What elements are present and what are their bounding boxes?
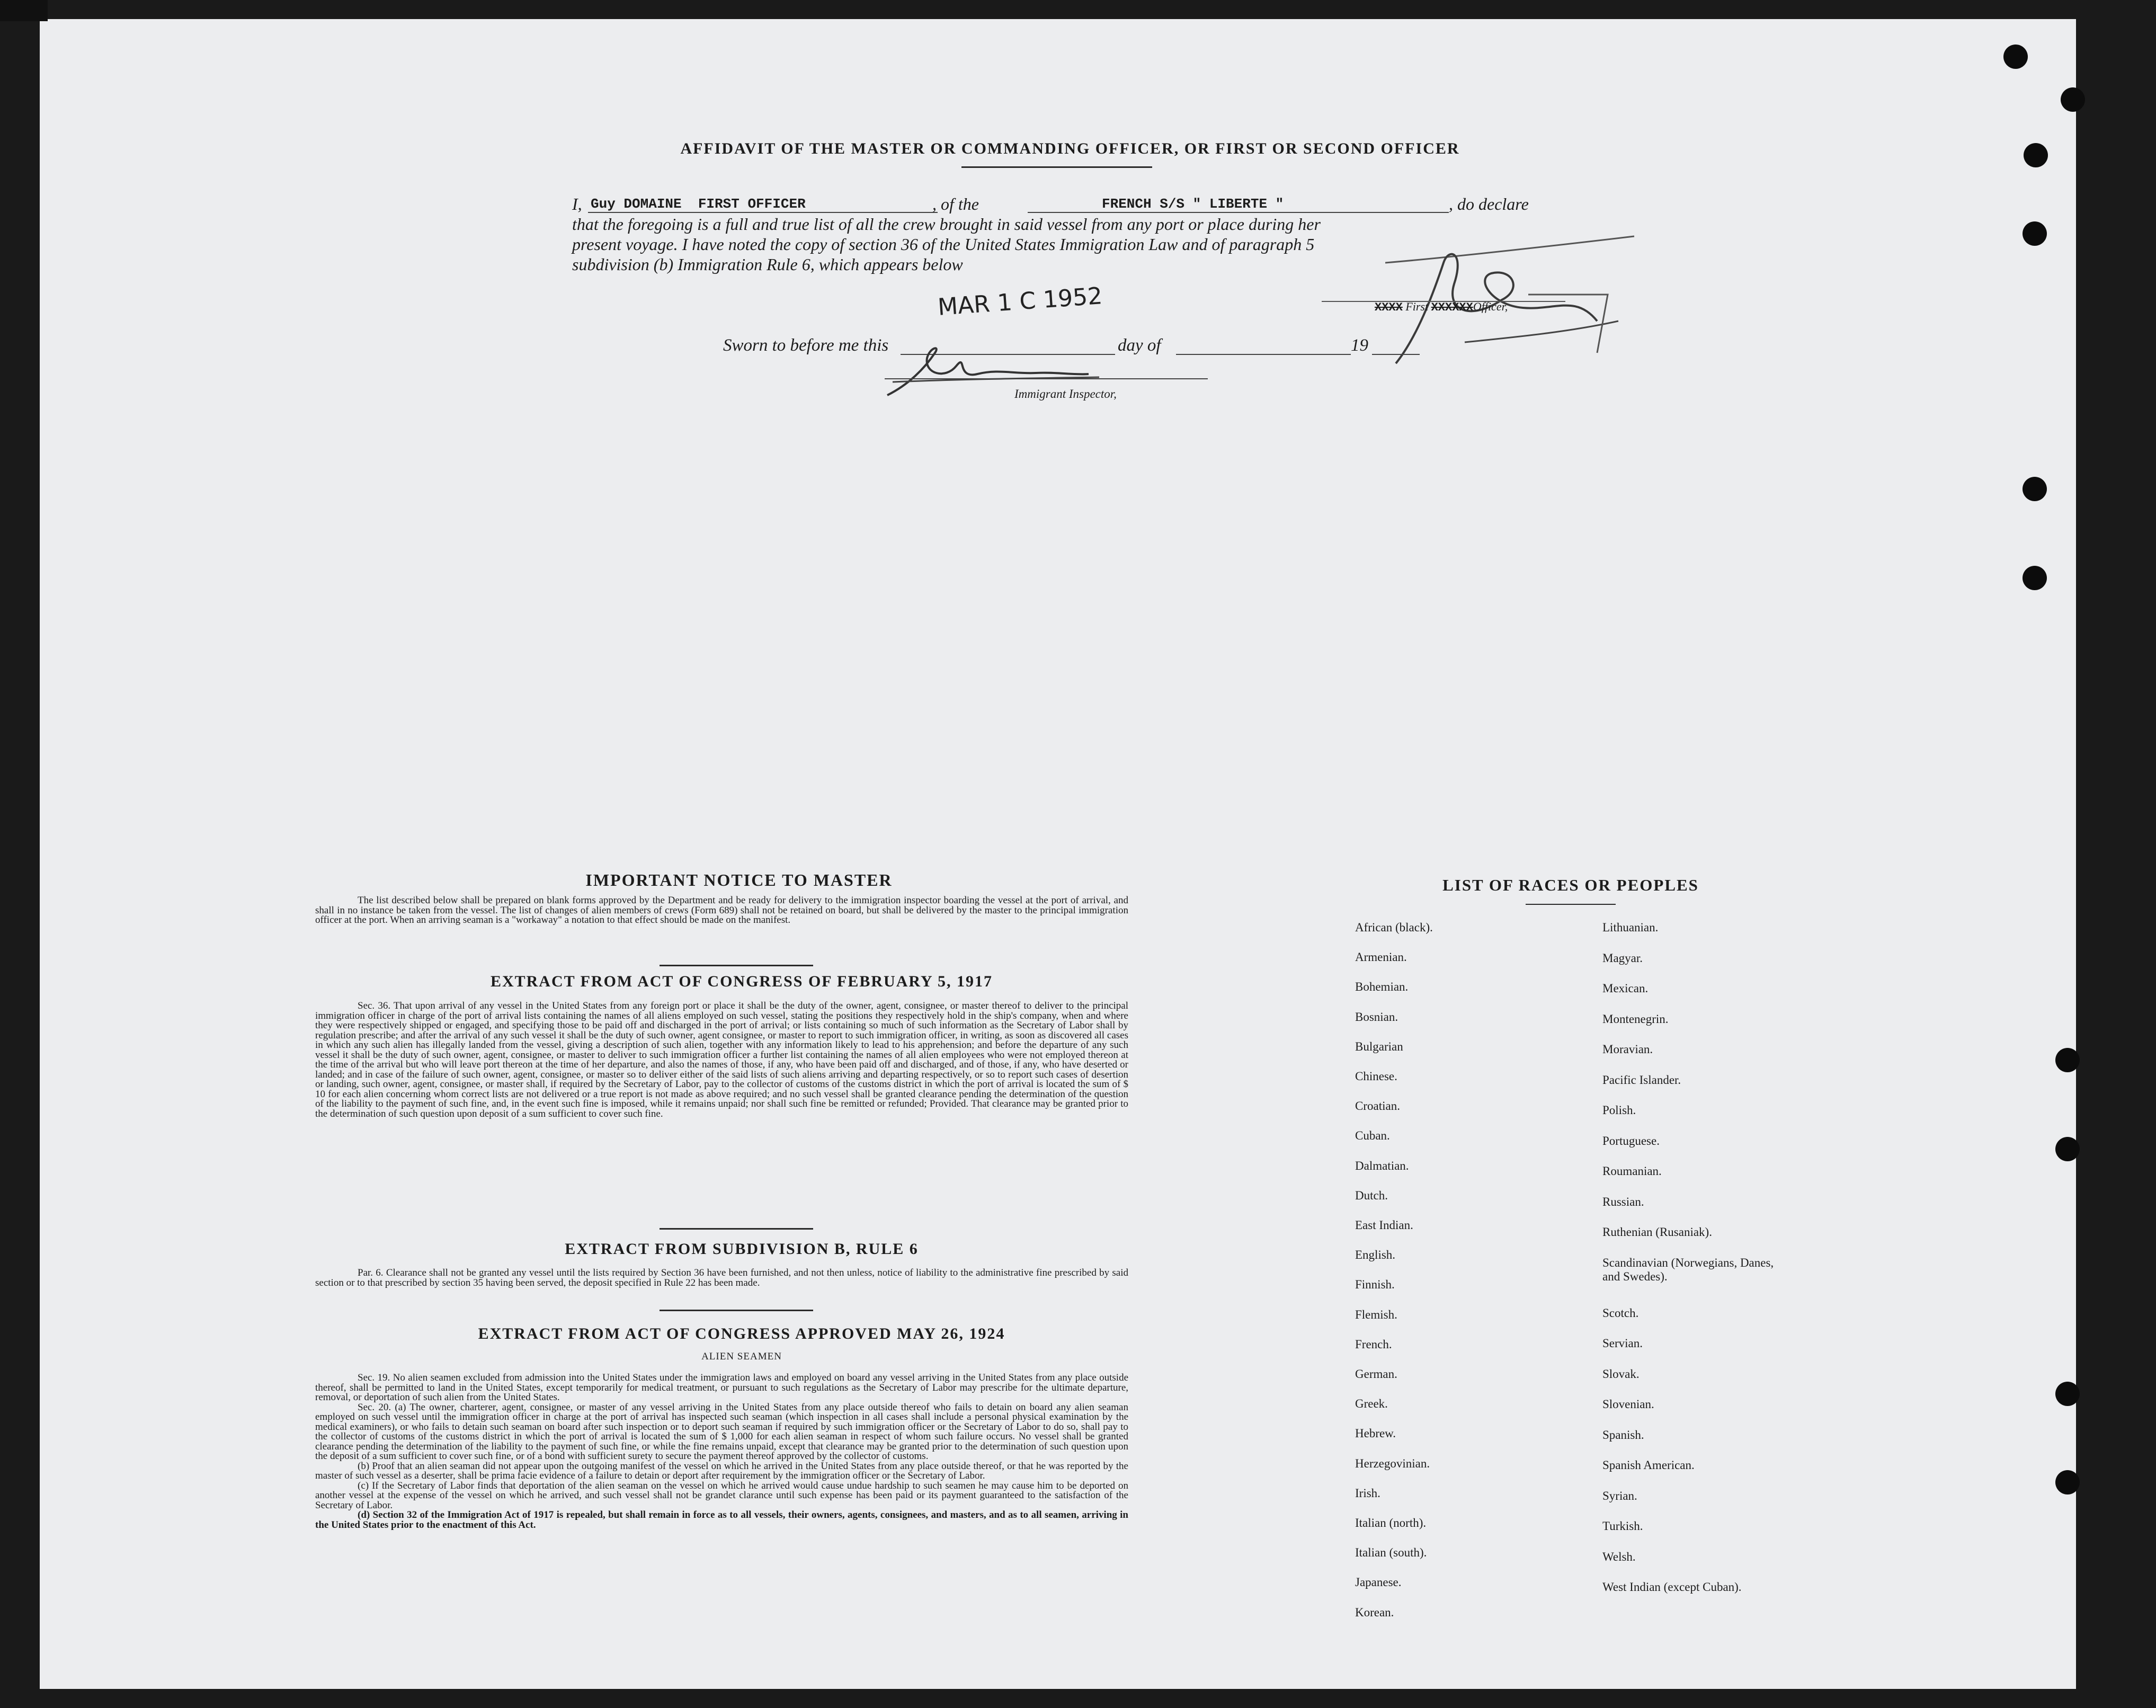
notice-title: IMPORTANT NOTICE TO MASTER <box>585 870 893 889</box>
struck-second: XXXXXX <box>1431 301 1473 314</box>
race-item: Portuguese. <box>1602 1134 1660 1147</box>
binder-hole <box>2055 1048 2080 1072</box>
race-item: Roumanian. <box>1602 1164 1662 1178</box>
binder-hole <box>2023 221 2047 246</box>
race-item: Pacific Islander. <box>1602 1073 1681 1087</box>
race-item: Armenian. <box>1355 950 1407 964</box>
extract3-sec20d: (d) Section 32 of the Immigration Act of 1917 is repealed, but shall remain in force as to all vessels, their owners, agents, consignees, and masters, and as to all seamen, arriving in the United States prior to the enactment of this Act. <box>315 1509 1128 1531</box>
extract3-sec20a: Sec. 20. (a) The owner, charterer, agent, consignee, or master of any vessel arriving in the United States from any place outside thereof who fails to detain on board any alien seaman employed on such vessel until the immigration officer in charge at the port of arrival has inspected such seaman (which inspection in all cases shall include a personal physical examination by the medical examiners), or who fails to detain such seaman on board after such inspection or to deport such seaman if required by such immigration officer or the Secretary of Labor to do so, shall pay to the collector of customs of the customs district in which the port of arrival is located the sum of $ 1,000 for each alien seaman in respect of whom such failure occurs. No vessel shall be granted clearance pending the determination of the liability to the payment of such fine, or while the fine remains unpaid, except that clearance may be granted prior to the determination of such question upon the deposit of a sum sufficient to cover such fine, or of a bond with sufficient surety to secure the payment thereof approved by the collector of customs. <box>315 1401 1128 1462</box>
races-underline <box>1526 904 1616 905</box>
race-item: Polish. <box>1602 1104 1636 1117</box>
race-item: Japanese. <box>1355 1576 1402 1589</box>
inspector-sign-line <box>885 378 1208 379</box>
race-item: Irish. <box>1355 1486 1380 1500</box>
extract3-sec20b: (b) Proof that an alien seaman did not appear upon the outgoing manifest of the vessel on which he arrived in the United States from any place outside thereof, or that he was reported by the master of such vessel as a deserter, shall be prima facie evidence of a failure to detain or deport after requirement by the immigration officer or the Secretary of Labor. <box>315 1460 1128 1481</box>
month-fill-line <box>1176 354 1351 355</box>
race-item: Korean. <box>1355 1605 1394 1619</box>
race-item: Welsh. <box>1602 1550 1636 1563</box>
inspector-label: Immigrant Inspector, <box>1014 387 1117 401</box>
affidavit-line-2: that the foregoing is a full and true list of all the crew brought in said vessel from any port or place during her <box>572 215 1321 234</box>
race-item: Spanish. <box>1602 1428 1644 1442</box>
officer-name-typed: Guy DOMAINE FIRST OFFICER <box>591 196 806 212</box>
day-of-label: day of <box>1118 336 1161 355</box>
race-item: Slovak. <box>1602 1367 1640 1381</box>
struck-master: XXXX <box>1375 301 1403 314</box>
year-prefix: 19 <box>1351 336 1368 355</box>
race-item: Syrian. <box>1602 1489 1637 1502</box>
race-item: African (black). <box>1355 921 1433 934</box>
extract1-body: Sec. 36. That upon arrival of any vessel in the United States from any foreign port or place it shall be the duty of the owner, agent, consignee, or master thereof to deliver to the principal immigration officer in charge of the port of arrival lists containing the names of all aliens employed on such vessel, stating the positions they respectively hold in the ship's company, when and where they were respectively shipped or engaged, and specifying those to be paid off and discharged in the port of arrival; or lists containing so much of such information as the Secretary of Labor shall by regulation prescribe; and after the arrival of any such vessel it shall be the duty of such owner, agent consignee, or master to report to such immigration officer, in writing, as soon as discovered all cases in which any such alien has illegally landed from the vessel, giving a description of such alien, together with any information likely to lead to his apprehension; and before the departure of any such vessel it shall be the duty of such owner, agent, consignee, or master to deliver to such immigration officer a further list containing the names of all alien employees who were not employed thereon at the time of the arrival but who will leave port thereon at the time of her departure, and also the names of those, if any, who have been paid off and discharged, and of those, if any, who have deserted or landed; and in case of the failure of such owner, agent, consignee, or master so to deliver either of the said lists of such aliens arriving and departing respectively, or so to report such cases of desertion or landing, such owner, agent, consignee, or master shall, if required by the Secretary of Labor, pay to the collector of customs of the customs district in which the port of arrival is located the sum of $ 10 for each alien concerning whom correct lists are not delivered or a true report is not made as above required; and no such vessel shall be granted clearance pending the determination of the question of the liability to the payment of such fine, and, in the event such fine is imposed, while it remains unpaid; nor shall such fine be remitted or refunded; Provided. That clearance may be granted prior to the determination of such question upon deposit of a sum sufficient to cover such fine. <box>315 1000 1128 1119</box>
extract3-sec19: Sec. 19. No alien seamen excluded from admission into the United States under the immigration laws and employed on board any vessel arriving in the United States from any place outside thereof, shall be permitted to land in the United States, except temporarily for medical treatment, or pursuant to such regulations as the Secretary of Labor may prescribe for the ultimate departure, removal, or deportation of such alien from the United States. <box>315 1372 1128 1403</box>
notice-body: The list described below shall be prepared on blank forms approved by the Department and be ready for delivery to the immigration inspector boarding the vessel at the port of arrival, and shall in no instance be taken from the vessel. The list of changes of alien members of crews (Form 689) shall not be retained on board, but shall be delivered by the master to the principal immigration officer at the port. When an arriving seaman is a "workaway" a notation to that effect should be made on the manifest. <box>315 895 1128 926</box>
notice-divider <box>660 965 813 966</box>
race-item: Bulgarian <box>1355 1039 1403 1053</box>
race-item: Dalmatian. <box>1355 1159 1409 1172</box>
binder-hole <box>2055 1470 2080 1494</box>
race-item: Moravian. <box>1602 1043 1653 1056</box>
affidavit-of-the: , of the <box>932 194 979 213</box>
binder-hole <box>2023 566 2047 590</box>
extract2-body: Par. 6. Clearance shall not be granted any vessel until the lists required by Section 36 have been furnished, and not then unless, notice of liability to the administrative fine prescribed by said section or to that prescribed by section 35 having been served, the deposit specified in Rule 22 has been made. <box>315 1267 1128 1288</box>
race-item: East Indian. <box>1355 1218 1413 1232</box>
affidavit-i-prefix: I, <box>572 194 582 213</box>
sworn-label: Sworn to before me this <box>723 336 889 355</box>
binder-hole <box>2003 45 2028 69</box>
year-fill-line <box>1372 354 1420 355</box>
binder-hole <box>2055 1137 2080 1161</box>
date-stamp: MAR 1 C 1952 <box>937 282 1103 321</box>
race-item: Servian. <box>1602 1337 1643 1350</box>
race-item: Italian (north). <box>1355 1516 1427 1529</box>
binder-hole <box>2055 1382 2080 1406</box>
race-item: West Indian (except Cuban). <box>1602 1580 1742 1594</box>
binder-hole <box>2023 477 2047 501</box>
extract3-body <box>315 1373 1128 1530</box>
title-underline <box>961 166 1152 168</box>
race-item: Bosnian. <box>1355 1010 1398 1024</box>
binder-hole <box>2024 143 2048 167</box>
extract3-subtitle: ALIEN SEAMEN <box>701 1351 782 1362</box>
race-item: French. <box>1355 1337 1392 1351</box>
race-item: Flemish. <box>1355 1307 1397 1321</box>
race-item: Lithuanian. <box>1602 921 1659 934</box>
races-title: LIST OF RACES OR PEOPLES <box>1442 876 1699 894</box>
race-item: Montenegrin. <box>1602 1012 1669 1026</box>
race-item: Spanish American. <box>1602 1458 1695 1472</box>
binder-hole <box>2061 87 2085 112</box>
race-item: German. <box>1355 1367 1397 1381</box>
race-item: Herzegovinian. <box>1355 1456 1430 1470</box>
race-item: Hebrew. <box>1355 1427 1396 1440</box>
extract3-sec20c: (c) If the Secretary of Labor finds that deportation of the alien seaman on the vessel on which he arrived would cause undue hardship to such seamen he may cause him to be deported on another vessel at the expense of the vessel on which he arrived, and such vessel shall not be grandet clarance until such expense has been paid or its payment guaranteed to the satisfaction of the Secretary of Labor. <box>315 1480 1128 1511</box>
name-fill-line <box>588 212 938 213</box>
race-item: Mexican. <box>1602 982 1649 995</box>
race-item: Finnish. <box>1355 1278 1395 1292</box>
affidavit-do-declare: , do declare <box>1449 194 1529 213</box>
officer-title-line <box>1375 300 1508 314</box>
race-item: Magyar. <box>1602 951 1643 965</box>
race-item: Scandinavian (Norwegians, Danes, and Swedes). <box>1602 1256 1774 1283</box>
race-item: Russian. <box>1602 1195 1644 1208</box>
race-item: Greek. <box>1355 1397 1388 1411</box>
race-item: English. <box>1355 1248 1396 1262</box>
race-item: Croatian. <box>1355 1099 1400 1113</box>
document-page <box>40 19 2076 1689</box>
extract2-divider <box>660 1310 813 1311</box>
officer-first: First <box>1405 300 1429 313</box>
extract1-divider <box>660 1228 813 1230</box>
race-item: Scotch. <box>1602 1306 1639 1320</box>
extract2-title: EXTRACT FROM SUBDIVISION B, RULE 6 <box>565 1240 919 1258</box>
affidavit-line-3: present voyage. I have noted the copy of section 36 of the United States Immigration Law and of paragraph 5 <box>572 235 1315 254</box>
race-item: Dutch. <box>1355 1188 1388 1202</box>
race-item: Cuban. <box>1355 1129 1390 1143</box>
race-item: Slovenian. <box>1602 1398 1654 1411</box>
race-item: Ruthenian (Rusaniak). <box>1602 1225 1712 1239</box>
scan-edge-mark <box>0 0 48 21</box>
vessel-fill-line <box>1028 212 1449 213</box>
race-item: Turkish. <box>1602 1519 1643 1533</box>
race-item: Chinese. <box>1355 1070 1397 1083</box>
race-item: Italian (south). <box>1355 1546 1427 1560</box>
extract3-title: EXTRACT FROM ACT OF CONGRESS APPROVED MAY 26, 1924 <box>478 1325 1005 1342</box>
vessel-name-typed: FRENCH S/S " LIBERTE " <box>1102 196 1284 212</box>
officer-signature <box>1385 215 1640 369</box>
affidavit-title: AFFIDAVIT OF THE MASTER OR COMMANDING OFFICER, OR FIRST OR SECOND OFFICER <box>680 140 1460 157</box>
extract1-title: EXTRACT FROM ACT OF CONGRESS OF FEBRUARY 5, 1917 <box>490 973 993 990</box>
affidavit-line-4: subdivision (b) Immigration Rule 6, which appears below <box>572 255 963 274</box>
officer-suffix: Officer, <box>1473 300 1508 313</box>
race-item: Bohemian. <box>1355 980 1409 994</box>
